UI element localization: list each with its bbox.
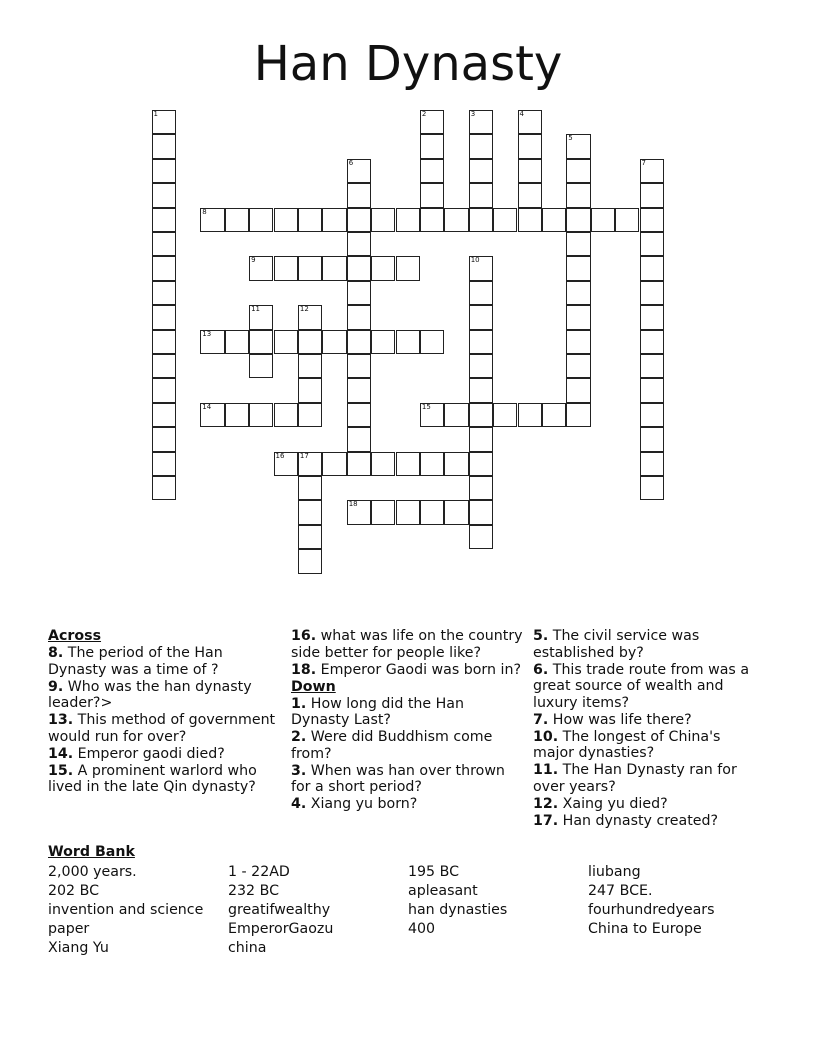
clue-number: 8: [202, 207, 207, 216]
grid-cell[interactable]: [298, 525, 322, 549]
grid-cell[interactable]: [420, 208, 444, 232]
down-clue: [533, 729, 765, 762]
down-clue: [291, 696, 523, 729]
grid-cell[interactable]: [420, 500, 444, 524]
grid-cell[interactable]: [469, 281, 493, 305]
grid-cell[interactable]: [420, 159, 444, 183]
grid-cell[interactable]: [444, 403, 468, 427]
grid-cell[interactable]: [347, 378, 371, 402]
grid-cell[interactable]: [225, 208, 249, 232]
grid-cell[interactable]: [640, 256, 664, 280]
puzzle-title: Han Dynasty: [253, 36, 563, 92]
grid-cell[interactable]: [493, 403, 517, 427]
grid-cell[interactable]: [152, 110, 176, 134]
clue-number-label: 10.: [533, 728, 559, 745]
grid-cell[interactable]: [469, 208, 493, 232]
grid-cell[interactable]: [298, 378, 322, 402]
grid-cell[interactable]: [249, 330, 273, 354]
down-clue: [533, 628, 765, 661]
grid-cell[interactable]: [469, 427, 493, 451]
down-clue: [533, 762, 765, 795]
grid-cell[interactable]: [371, 330, 395, 354]
grid-cell[interactable]: [518, 134, 542, 158]
grid-cell[interactable]: [298, 354, 322, 378]
grid-cell[interactable]: [640, 281, 664, 305]
clue-text: The Han Dynasty ran for over years?: [533, 762, 737, 795]
word-bank-column-4: [588, 863, 715, 939]
grid-cell[interactable]: [640, 476, 664, 500]
grid-cell[interactable]: [347, 427, 371, 451]
grid-cell[interactable]: [347, 208, 371, 232]
grid-cell[interactable]: [347, 256, 371, 280]
grid-cell[interactable]: [566, 232, 590, 256]
clue-number: 2: [421, 110, 427, 118]
clues-column-1: [48, 628, 280, 796]
grid-cell[interactable]: [200, 330, 224, 354]
grid-cell[interactable]: [542, 403, 566, 427]
down-clue: [291, 796, 523, 813]
across-clue-list: [48, 645, 280, 796]
word-bank-column-3: [408, 863, 507, 939]
across-clue: [48, 746, 280, 763]
word-bank-item: greatifwealthy: [228, 902, 331, 918]
across-clue: [48, 712, 280, 745]
clue-number: 11: [251, 305, 261, 314]
clue-number: 9: [251, 256, 256, 265]
clue-number: 18: [348, 500, 358, 509]
word-bank-item: 232 BC: [228, 883, 279, 899]
clue-number-label: 6.: [533, 661, 549, 678]
grid-cell[interactable]: [152, 354, 176, 378]
grid-cell[interactable]: [469, 354, 493, 378]
word-bank-item: China to Europe: [588, 921, 702, 937]
clue-number: 16: [275, 451, 285, 460]
grid-cell[interactable]: [200, 403, 224, 427]
grid-cell[interactable]: [298, 208, 322, 232]
grid-cell[interactable]: [469, 525, 493, 549]
clue-text: This method of government would run for over?: [48, 712, 276, 745]
word-bank-item: 1 - 22AD: [228, 864, 290, 880]
clue-text: How was life there?: [548, 711, 692, 728]
down-clue: [533, 712, 765, 729]
grid-cell[interactable]: [152, 403, 176, 427]
grid-cell[interactable]: [322, 208, 346, 232]
clue-number: 10: [470, 256, 480, 265]
word-bank-item: Xiang Yu: [48, 940, 109, 956]
grid-cell[interactable]: [518, 159, 542, 183]
clue-number-label: 7.: [533, 711, 549, 728]
grid-cell[interactable]: [225, 403, 249, 427]
grid-cell[interactable]: [591, 208, 615, 232]
clue-text: what was life on the country side better for people like?: [291, 628, 523, 661]
clue-text: Han dynasty created?: [558, 812, 719, 829]
clue-number-label: 11.: [533, 762, 559, 778]
grid-cell[interactable]: [225, 330, 249, 354]
grid-cell[interactable]: [444, 208, 468, 232]
grid-cell[interactable]: [298, 256, 322, 280]
grid-cell[interactable]: [298, 305, 322, 329]
clue-text: When was han over thrown for a short period?: [291, 762, 505, 795]
across-clue: [291, 628, 523, 661]
grid-cell[interactable]: [396, 330, 420, 354]
down-clue: [533, 796, 765, 813]
across-heading: Across: [48, 628, 102, 644]
grid-cell[interactable]: [444, 500, 468, 524]
grid-cell[interactable]: [152, 256, 176, 280]
down-clue: [291, 729, 523, 762]
grid-cell[interactable]: [566, 183, 590, 207]
clue-text: Emperor gaodi died?: [73, 745, 225, 762]
across-clue: [291, 662, 523, 679]
grid-cell[interactable]: [566, 159, 590, 183]
grid-cell[interactable]: [152, 134, 176, 158]
word-bank-item: 2,000 years.: [48, 864, 137, 880]
grid-cell[interactable]: [640, 159, 664, 183]
grid-cell[interactable]: [152, 476, 176, 500]
grid-cell[interactable]: [152, 281, 176, 305]
grid-cell[interactable]: [566, 330, 590, 354]
word-bank-item: 195 BC: [408, 864, 459, 880]
word-bank-item: fourhundredyears: [588, 902, 715, 918]
grid-cell[interactable]: [274, 208, 298, 232]
clue-number-label: 12.: [533, 795, 559, 812]
grid-cell[interactable]: [615, 208, 639, 232]
grid-cell[interactable]: [420, 134, 444, 158]
grid-cell[interactable]: [518, 183, 542, 207]
clue-number-label: 13.: [48, 712, 74, 728]
clue-number: 3: [470, 110, 476, 118]
clue-number-label: 1.: [291, 695, 307, 712]
grid-cell[interactable]: [469, 452, 493, 476]
clue-number: 14: [202, 402, 212, 411]
grid-cell[interactable]: [249, 403, 273, 427]
clue-number: 15: [421, 402, 431, 411]
clue-number: 13: [202, 329, 212, 338]
grid-cell[interactable]: [347, 232, 371, 256]
clue-number: 6: [348, 158, 354, 167]
grid-cell[interactable]: [518, 208, 542, 232]
grid-cell[interactable]: [469, 110, 493, 134]
grid-cell[interactable]: [347, 403, 371, 427]
down-clue-list-continued: [533, 628, 765, 829]
grid-cell[interactable]: [420, 403, 444, 427]
grid-cell[interactable]: [469, 403, 493, 427]
clue-number: 7: [641, 158, 646, 167]
grid-cell[interactable]: [420, 330, 444, 354]
grid-cell[interactable]: [200, 208, 224, 232]
grid-cell[interactable]: [469, 330, 493, 354]
grid-cell[interactable]: [566, 378, 590, 402]
clue-number: 12: [299, 305, 309, 314]
grid-cell[interactable]: [640, 378, 664, 402]
grid-cell[interactable]: [249, 208, 273, 232]
grid-cell[interactable]: [152, 232, 176, 256]
grid-cell[interactable]: [469, 500, 493, 524]
word-bank-column-1: [48, 863, 203, 958]
grid-cell[interactable]: [420, 452, 444, 476]
grid-cell[interactable]: [640, 427, 664, 451]
grid-cell[interactable]: [640, 452, 664, 476]
grid-cell[interactable]: [396, 500, 420, 524]
clues-column-2: [291, 628, 523, 813]
grid-cell[interactable]: [152, 378, 176, 402]
down-clue: [533, 662, 765, 712]
grid-cell[interactable]: [152, 330, 176, 354]
grid-cell[interactable]: [322, 330, 346, 354]
grid-cell[interactable]: [274, 403, 298, 427]
clue-text: Xiang yu born?: [306, 796, 418, 812]
clue-text: This trade route from was a great source of wealth and luxury items?: [533, 661, 750, 711]
grid-cell[interactable]: [493, 208, 517, 232]
clue-number-label: 16.: [291, 628, 317, 644]
grid-cell[interactable]: [347, 183, 371, 207]
grid-cell[interactable]: [566, 281, 590, 305]
grid-cell[interactable]: [347, 159, 371, 183]
grid-cell[interactable]: [347, 354, 371, 378]
grid-cell[interactable]: [396, 256, 420, 280]
down-heading: Down: [291, 678, 336, 695]
grid-cell[interactable]: [322, 452, 346, 476]
clue-number-label: 5.: [533, 628, 549, 644]
grid-cell[interactable]: [640, 232, 664, 256]
clue-text: The period of the Han Dynasty was a time of ?: [48, 645, 223, 678]
grid-cell[interactable]: [249, 354, 273, 378]
grid-cell[interactable]: [322, 256, 346, 280]
grid-cell[interactable]: [298, 549, 322, 573]
grid-cell[interactable]: [371, 500, 395, 524]
grid-cell[interactable]: [469, 159, 493, 183]
grid-cell[interactable]: [518, 110, 542, 134]
grid-cell[interactable]: [469, 378, 493, 402]
word-bank-heading: Word Bank: [48, 844, 135, 860]
grid-cell[interactable]: [347, 330, 371, 354]
grid-cell[interactable]: [298, 476, 322, 500]
clue-text: Emperor Gaodi was born in?: [316, 661, 521, 678]
across-clue: [48, 645, 280, 678]
grid-cell[interactable]: [152, 427, 176, 451]
word-bank-column-2: [228, 863, 333, 958]
clue-number-label: 9.: [48, 678, 64, 695]
grid-cell[interactable]: [566, 256, 590, 280]
word-bank-item: liubang: [588, 864, 641, 880]
grid-cell[interactable]: [152, 208, 176, 232]
word-bank-item: 202 BC: [48, 883, 99, 899]
grid-cell[interactable]: [396, 452, 420, 476]
grid-cell[interactable]: [298, 330, 322, 354]
word-bank-item: han dynasties: [408, 902, 508, 918]
grid-cell[interactable]: [469, 305, 493, 329]
clue-number-label: 18.: [291, 661, 317, 678]
clue-number-label: 15.: [48, 762, 74, 779]
clue-number: 4: [519, 110, 524, 118]
grid-cell[interactable]: [152, 452, 176, 476]
clue-number-label: 8.: [48, 645, 64, 661]
grid-cell[interactable]: [347, 452, 371, 476]
grid-cell[interactable]: [298, 452, 322, 476]
grid-cell[interactable]: [640, 183, 664, 207]
grid-cell[interactable]: [371, 256, 395, 280]
grid-cell[interactable]: [469, 183, 493, 207]
down-clue: [291, 763, 523, 796]
clue-number-label: 2.: [291, 729, 307, 745]
grid-cell[interactable]: [469, 256, 493, 280]
grid-cell[interactable]: [152, 159, 176, 183]
word-bank-item: china: [228, 940, 267, 956]
grid-cell[interactable]: [469, 476, 493, 500]
clue-number: 17: [299, 451, 309, 460]
grid-cell[interactable]: [420, 183, 444, 207]
across-clue: [48, 679, 280, 712]
word-bank-item: apleasant: [408, 883, 478, 899]
grid-cell[interactable]: [152, 183, 176, 207]
word-bank-item: 400: [408, 921, 436, 937]
clue-number-label: 3.: [291, 762, 307, 779]
across-clue-list-continued: [291, 628, 523, 678]
clue-number-label: 17.: [533, 812, 559, 829]
down-clue: [533, 813, 765, 830]
clue-text: Xaing yu died?: [558, 795, 668, 812]
grid-cell[interactable]: [347, 305, 371, 329]
grid-cell[interactable]: [249, 256, 273, 280]
word-bank-item: paper: [48, 921, 90, 937]
clue-text: How long did the Han Dynasty Last?: [291, 695, 464, 728]
word-bank-item: invention and science: [48, 902, 204, 918]
grid-cell[interactable]: [566, 208, 590, 232]
grid-cell[interactable]: [274, 330, 298, 354]
down-clue-list: [291, 696, 523, 813]
clue-text: A prominent warlord who lived in the late Qin dynasty?: [48, 762, 257, 795]
grid-cell[interactable]: [518, 403, 542, 427]
clue-text: The civil service was established by?: [533, 628, 700, 661]
grid-cell[interactable]: [640, 403, 664, 427]
grid-cell[interactable]: [444, 452, 468, 476]
grid-cell[interactable]: [371, 452, 395, 476]
grid-cell[interactable]: [249, 305, 273, 329]
word-bank-item: EmperorGaozu: [228, 921, 334, 937]
clue-number-label: 4.: [291, 796, 307, 812]
clue-number: 1: [153, 110, 158, 118]
grid-cell[interactable]: [469, 134, 493, 158]
grid-cell[interactable]: [640, 330, 664, 354]
grid-cell[interactable]: [640, 354, 664, 378]
word-bank-item: 247 BCE.: [588, 883, 653, 899]
grid-cell[interactable]: [420, 110, 444, 134]
grid-cell[interactable]: [152, 305, 176, 329]
grid-cell[interactable]: [566, 403, 590, 427]
grid-cell[interactable]: [566, 134, 590, 158]
grid-cell[interactable]: [274, 256, 298, 280]
grid-cell[interactable]: [566, 305, 590, 329]
across-clue: [48, 763, 280, 796]
grid-cell[interactable]: [371, 208, 395, 232]
grid-cell[interactable]: [347, 500, 371, 524]
grid-cell[interactable]: [347, 281, 371, 305]
clue-text: The longest of China's major dynasties?: [533, 728, 721, 761]
grid-cell[interactable]: [640, 208, 664, 232]
clue-text: Who was the han dynasty leader?>: [48, 678, 252, 711]
grid-cell[interactable]: [566, 354, 590, 378]
grid-cell[interactable]: [298, 500, 322, 524]
grid-cell[interactable]: [396, 208, 420, 232]
grid-cell[interactable]: [542, 208, 566, 232]
clues-column-3: [533, 628, 765, 830]
clue-number-label: 14.: [48, 745, 74, 762]
clue-number: 5: [568, 134, 573, 143]
clue-text: Were did Buddhism come from?: [291, 729, 493, 762]
grid-cell[interactable]: [274, 452, 298, 476]
grid-cell[interactable]: [298, 403, 322, 427]
grid-cell[interactable]: [640, 305, 664, 329]
